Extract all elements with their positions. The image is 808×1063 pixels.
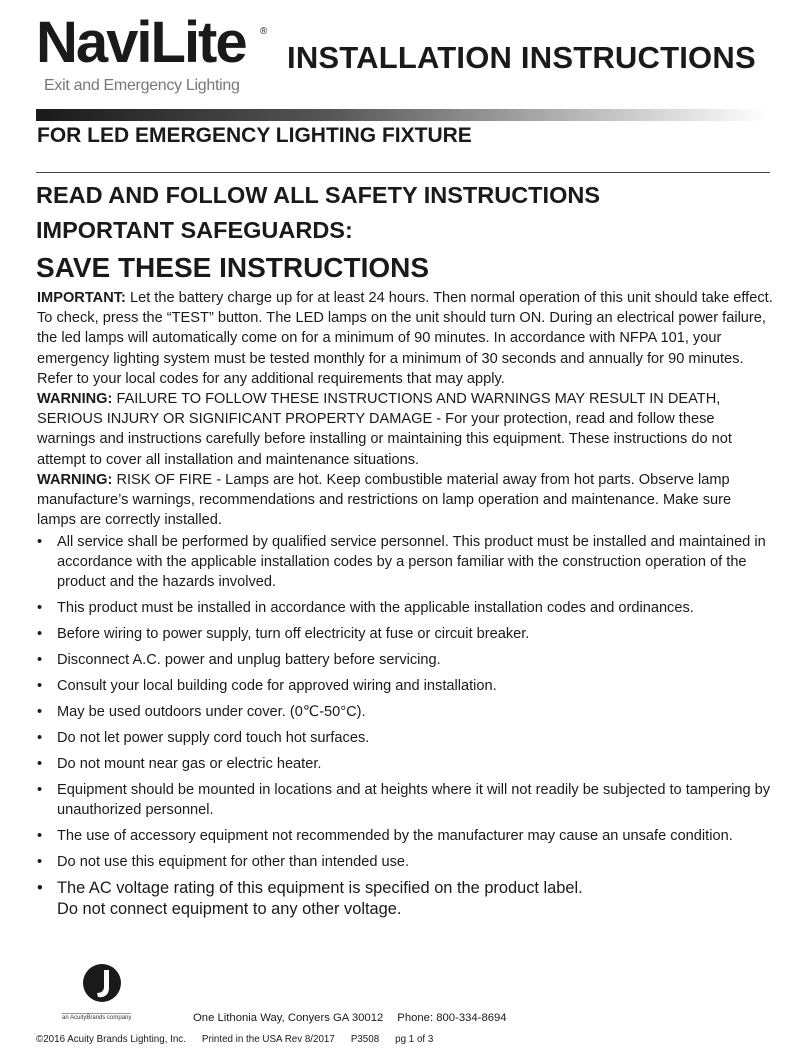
warning-label: WARNING: (37, 391, 113, 407)
navilite-logo: NaviLite (36, 10, 246, 75)
list-item (37, 826, 777, 846)
footer-address-text: One Lithonia Way, Conyers GA 30012 (193, 1012, 384, 1024)
bullet-dot: • (37, 678, 43, 694)
important-paragraph (37, 288, 773, 389)
list-item-text: All service shall be performed by qualified service personnel. This product must be installed and maintained in accordance with the applicable installation codes by a person familiar with the construction operation of the product and the hazards involved. (57, 534, 766, 590)
list-item (37, 754, 777, 774)
warning-label: WARNING: (37, 472, 113, 488)
list-item (37, 650, 777, 670)
footer-part-number: P3508 (350, 1034, 380, 1045)
list-item (37, 852, 777, 872)
bullet-dot: • (37, 704, 43, 720)
list-item-text: Disconnect A.C. power and unplug battery before servicing. (57, 652, 441, 668)
footer-page-number: pg 1 of 3 (395, 1034, 434, 1045)
bullet-dot: • (37, 756, 43, 772)
bullet-dot: • (37, 854, 43, 870)
list-item-text: Do not connect equipment to any other voltage. (57, 900, 402, 918)
important-text: Let the battery charge up for at least 24 hours. Then normal operation of this unit should take effect. To check, press the “TEST” button. The LED lamps on the unit should turn ON. During an electrical power failure, the led lamps will automatically come on for a minimum of 90 minutes. In accordance with NFPA 101, your emergency lighting system must be tested monthly for a minimum of 30 seconds and annually for 90 minutes. Refer to your local codes for any additional requirements that may apply. (37, 290, 773, 387)
bullet-dot: • (37, 626, 43, 642)
list-item-text: The AC voltage rating of this equipment is specified on the product label. (57, 879, 583, 897)
list-item-text: Equipment should be mounted in locations and at heights where it will not readily be subjected to tampering by unauthorized personnel. (57, 782, 771, 818)
footer-phone: Phone: 800-334-8694 (397, 1012, 507, 1024)
list-item (37, 676, 777, 696)
heading-safeguards: IMPORTANT SAFEGUARDS: (36, 217, 353, 243)
list-item-text: Consult your local building code for approved wiring and installation. (57, 678, 497, 694)
page-title: INSTALLATION INSTRUCTIONS (287, 40, 756, 75)
warning-paragraph (37, 389, 773, 470)
divider (36, 172, 770, 173)
list-item (37, 598, 777, 618)
bullet-dot: • (37, 730, 43, 746)
warning-text: FAILURE TO FOLLOW THESE INSTRUCTIONS AND WARNINGS MAY RESULT IN DEATH, SERIOUS INJURY OR SIGNIFICANT PROPERTY DAMAGE - For your protection, read and follow these warnings and instructions carefully before installing or maintaining this equipment. These instructions do not attempt to cover all installation and maintenance situations. (37, 391, 732, 468)
list-item-text: Do not mount near gas or electric heater. (57, 756, 322, 772)
important-label: IMPORTANT: (37, 290, 126, 306)
safety-bullet-list (37, 532, 777, 926)
heading-read-follow: READ AND FOLLOW ALL SAFETY INSTRUCTIONS (36, 182, 600, 208)
list-item-text: Before wiring to power supply, turn off electricity at fuse or circuit breaker. (57, 626, 530, 642)
list-item-text: Do not let power supply cord touch hot surfaces. (57, 730, 370, 746)
logo-tagline: Exit and Emergency Lighting (44, 77, 240, 94)
footer-contact (193, 1012, 521, 1024)
acuity-brands-text: an AcuityBrands company (62, 1015, 132, 1021)
bullet-dot: • (37, 828, 43, 844)
bullet-dot: • (37, 534, 43, 550)
list-item-text: This product must be installed in accordance with the applicable installation codes and ordinances. (57, 600, 694, 616)
list-item (37, 780, 777, 820)
header-gradient-bar (36, 109, 768, 121)
list-item-text: Do not use this equipment for other than intended use. (57, 854, 410, 870)
bullet-dot: • (37, 879, 43, 897)
bullet-dot: • (37, 652, 43, 668)
list-item (37, 702, 777, 722)
footer-printed: Printed in the USA Rev 8/2017 (201, 1034, 335, 1045)
page-subtitle: FOR LED EMERGENCY LIGHTING FIXTURE (37, 124, 472, 147)
bullet-dot: • (37, 782, 43, 798)
acuity-brands-logo-icon (82, 962, 122, 1004)
list-item (37, 878, 777, 920)
footer-legal (36, 1034, 449, 1045)
fire-warning-text: RISK OF FIRE - Lamps are hot. Keep combustible material away from hot parts. Observe lamp manufacture’s warnings, recommendations and restrictions on lamp operation and maintenance. Make sure lamps are correctly installed. (37, 472, 732, 529)
fire-warning-paragraph (37, 470, 773, 531)
footer-copyright: ©2016 Acuity Brands Lighting, Inc. (36, 1034, 186, 1045)
list-item-text: The use of accessory equipment not recommended by the manufacturer may cause an unsafe condition. (57, 828, 733, 844)
list-item (37, 728, 777, 748)
heading-save-instructions: SAVE THESE INSTRUCTIONS (36, 252, 430, 283)
list-item-text: May be used outdoors under cover. (0℃-50°C). (57, 704, 366, 720)
bullet-dot: • (37, 600, 43, 616)
logo-registered-mark: ® (260, 26, 268, 37)
list-item (37, 624, 777, 644)
list-item (37, 532, 777, 592)
